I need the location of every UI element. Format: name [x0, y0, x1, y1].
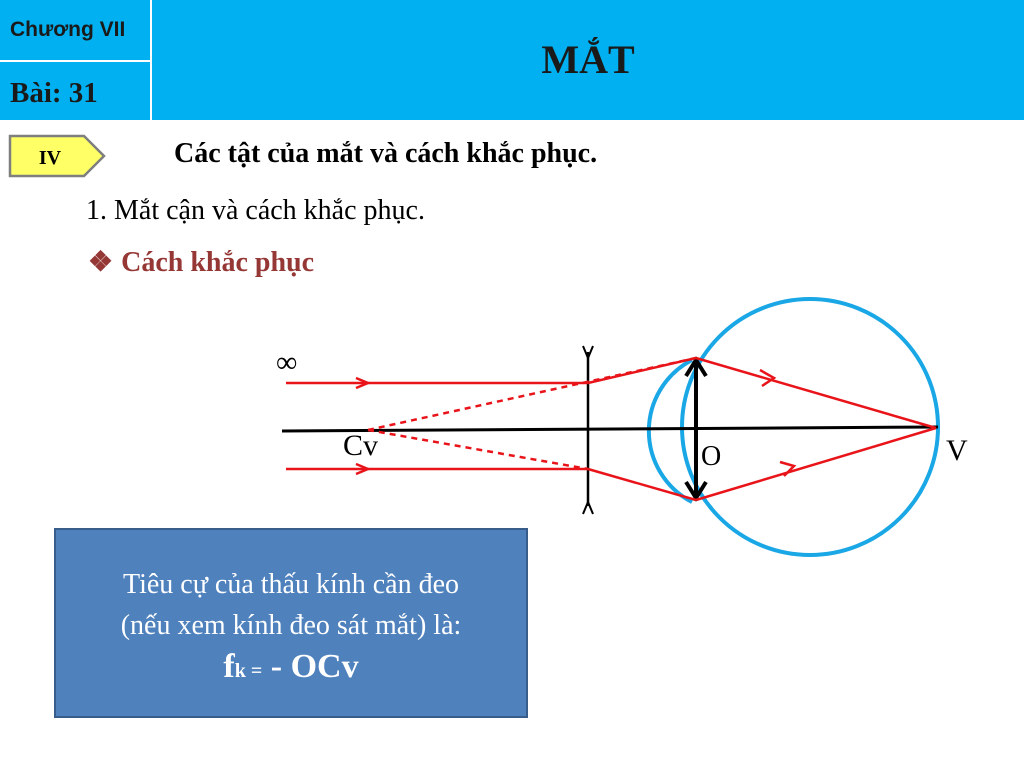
formula-f: f — [223, 648, 235, 685]
section-tag-label: IV — [38, 147, 62, 169]
infinity-label: ∞ — [276, 346, 298, 379]
diverged-ray-bottom — [588, 469, 696, 500]
chapter-label: Chương VII — [0, 0, 152, 62]
formula-subscript: k = — [234, 660, 263, 682]
section-title: Các tật của mắt và cách khắc phục. — [174, 138, 598, 169]
focal-length-formula — [56, 646, 526, 692]
note-line-2: (nếu xem kính đeo sát mắt) là: — [120, 610, 462, 641]
cornea-arc — [649, 360, 692, 502]
lens-bottom-mark — [583, 502, 593, 514]
lesson-label: Bài: 31 — [0, 62, 152, 120]
sub-heading-text: Cách khắc phục — [121, 247, 315, 278]
virtual-ray-bottom — [368, 430, 588, 469]
formula-note-box — [54, 528, 528, 718]
o-label: O — [701, 441, 722, 472]
refracted-ray-top — [696, 358, 936, 428]
diamond-bullet-icon: ❖ — [88, 247, 114, 278]
cv-label: Cv — [343, 429, 379, 462]
diverged-ray-top — [588, 358, 696, 383]
v-label: V — [946, 434, 968, 467]
refracted-ray-bottom — [696, 428, 936, 500]
item-heading: 1. Mắt cận và cách khắc phục. — [86, 195, 425, 226]
page-title: MẮT — [541, 37, 635, 82]
formula-rest: - OCv — [262, 648, 359, 685]
note-line-1: Tiêu cự của thấu kính cần đeo — [122, 569, 460, 600]
